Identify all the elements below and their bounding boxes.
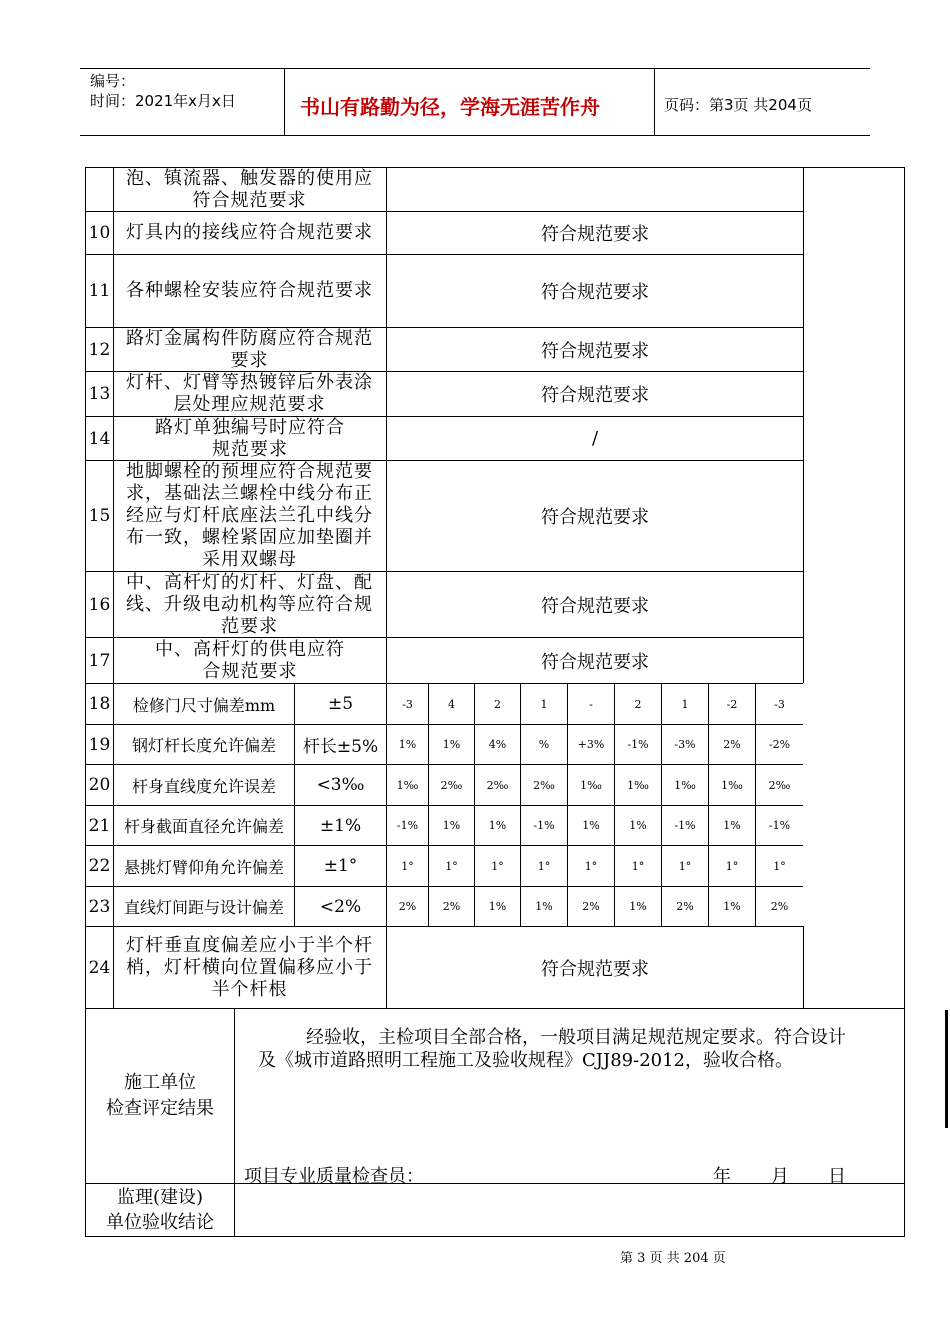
measured-value: 1°	[537, 859, 551, 873]
measured-value: -2%	[768, 738, 791, 751]
measured-value: -3	[774, 697, 785, 711]
check-item: 路灯金属构件防腐应符合规范要求	[126, 327, 373, 371]
measured-value: %	[538, 738, 550, 751]
measured-value: 1%	[488, 819, 507, 832]
row-number: 11	[88, 281, 111, 301]
row-number: 16	[88, 594, 111, 615]
row-number: 12	[88, 339, 111, 360]
check-item: 直线灯间距与设计偏差	[123, 898, 284, 917]
measured-value: 1%	[582, 819, 600, 832]
check-item: 各种螺栓安装应符合规范要求	[126, 280, 373, 301]
row-number: 14	[88, 428, 111, 449]
row-number: 23	[88, 896, 111, 917]
row-number: 17	[88, 650, 111, 671]
supervision-unit-label	[86, 1184, 234, 1236]
row-number: 24	[88, 957, 111, 978]
measured-value: -3%	[674, 738, 696, 751]
measured-value: 2	[634, 697, 642, 711]
check-result: 符合规范要求	[541, 958, 649, 980]
row-number: 22	[88, 856, 111, 876]
measured-value: 4%	[488, 738, 507, 751]
measured-value: -1%	[627, 738, 649, 751]
check-result: 符合规范要求	[541, 385, 649, 406]
document-time-label: 时间：2021年x月x日	[90, 92, 236, 110]
measured-value: 2%	[582, 900, 600, 913]
measured-value: 1°	[491, 859, 504, 873]
check-item: 灯杆垂直度偏差应小于半个杆梢，灯杆横向位置偏移应小于半个杆根	[126, 934, 373, 1000]
measured-value: 2%	[723, 738, 741, 751]
check-item: 检修门尺寸偏差mm	[132, 695, 276, 715]
check-item: 杆身直线度允许误差	[131, 776, 276, 796]
measured-value: 1%	[398, 738, 417, 751]
measured-value: 2%	[398, 900, 417, 913]
row-number	[86, 168, 113, 211]
check-result: 符合规范要求	[541, 507, 649, 528]
measured-value: -1%	[674, 819, 696, 832]
row-number: 19	[88, 734, 111, 755]
page-edge-mark	[945, 1010, 948, 1128]
measured-value: 1%	[723, 819, 741, 832]
table-border-bottom	[85, 1236, 905, 1237]
measured-value: 1‰	[721, 778, 743, 792]
allowable-deviation: 杆长±5%	[302, 737, 379, 757]
measured-value: 1°	[445, 859, 458, 873]
row-number: 21	[88, 815, 111, 836]
check-item: 悬挑灯臂仰角允许偏差	[123, 857, 284, 877]
allowable-deviation: ±5	[327, 694, 354, 714]
measured-value: 1‰	[674, 778, 696, 792]
check-item: 杆身截面直径允许偏差	[123, 817, 284, 836]
measured-value: 2%	[676, 900, 694, 913]
check-result: 符合规范要求	[541, 595, 649, 617]
quality-inspector-label: 项目专业质量检查员：	[244, 1166, 424, 1187]
check-result: 符合规范要求	[541, 340, 649, 362]
measured-value: 1%	[488, 900, 507, 913]
page-count-label: 页码：第3页 共204页	[664, 96, 812, 114]
table-border-right	[904, 167, 905, 1237]
check-result	[387, 168, 803, 211]
construction-unit-label	[86, 1009, 234, 1183]
date-month-label: 月	[771, 1166, 789, 1187]
measured-value: 4	[448, 697, 455, 711]
construction-label-line1: 施工单位	[124, 1072, 196, 1093]
construction-label-line2: 检查评定结果	[106, 1098, 214, 1119]
check-item: 地脚螺栓的预埋应符合规范要求，基础法兰螺栓中线分布正经应与灯杆底座法兰孔中线分布一致，螺栓紧固应加垫圈并采用双螺母	[126, 461, 373, 570]
date-day-label: 日	[828, 1166, 846, 1187]
measured-value: 2‰	[533, 778, 555, 792]
check-result: /	[591, 428, 599, 449]
check-result: 符合规范要求	[541, 224, 649, 245]
row-number: 13	[88, 384, 111, 404]
measured-value: 1°	[678, 859, 692, 873]
measured-value: 1%	[535, 900, 553, 913]
measured-value: +3%	[577, 738, 605, 751]
measured-value: 1%	[629, 900, 647, 913]
col-line-conclusion	[234, 1008, 235, 1237]
measured-value: 2%	[770, 900, 789, 913]
conclusion-line-2: 及《城市道路照明工程施工及验收规程》CJJ89-2012，验收合格。	[258, 1050, 793, 1071]
measured-value: 2	[494, 697, 501, 711]
measured-value: 1°	[631, 859, 645, 873]
measured-value: -3	[402, 697, 413, 711]
conclusion-line-1: 经验收，主检项目全部合格，一般项目满足规范规定要求。符合设计	[306, 1027, 846, 1048]
check-item: 路灯单独编号时应符合规范要求	[155, 416, 345, 460]
measured-value: 1	[540, 697, 548, 711]
measured-value: -1%	[396, 819, 419, 832]
measured-value: 2‰	[486, 778, 509, 792]
measured-value: 1%	[442, 738, 461, 751]
measured-value: 1%	[629, 819, 647, 832]
document-number-label: 编号：	[90, 72, 136, 90]
allowable-deviation: ±1°	[323, 856, 358, 876]
measured-value: -	[589, 697, 593, 711]
measured-value: 1°	[725, 859, 739, 873]
check-item: 灯杆、灯臂等热镀锌后外表涂层处理应规范要求	[126, 372, 373, 415]
check-result: 符合规范要求	[541, 282, 649, 303]
col-line-result-2	[803, 926, 804, 1008]
measured-value: 1‰	[627, 778, 649, 792]
measured-value: 2‰	[768, 778, 791, 792]
check-item: 中、高杆灯的供电应符合规范要求	[155, 638, 345, 682]
check-result: 符合规范要求	[541, 651, 649, 673]
supervision-label-line1: 监理(建设)	[116, 1187, 204, 1208]
measured-value: 1°	[401, 859, 414, 873]
row-number: 10	[88, 223, 111, 243]
measured-value: 1°	[773, 859, 786, 873]
allowable-deviation: <2%	[319, 896, 362, 917]
measured-value: 1%	[442, 819, 461, 832]
row-number: 18	[88, 694, 111, 714]
date-year-label: 年	[713, 1166, 731, 1187]
row-number: 15	[88, 506, 111, 526]
measured-value: 2‰	[440, 778, 463, 792]
measured-value: 1°	[584, 859, 598, 873]
measured-value: -2	[726, 697, 738, 711]
measured-value: 1‰	[396, 778, 419, 792]
check-item: 钢灯杆长度允许偏差	[131, 736, 276, 755]
measured-value: 1%	[723, 900, 741, 913]
col-line-result	[803, 167, 804, 683]
supervision-label-line2: 单位验收结论	[106, 1212, 214, 1233]
measured-value: 1‰	[580, 778, 602, 792]
page-footer: 第 3 页 共 204 页	[620, 1251, 726, 1266]
check-item: 灯具内的接线应符合规范要求	[126, 222, 373, 243]
measured-value: 1	[681, 697, 689, 711]
measured-value: -1%	[768, 819, 791, 832]
check-item: 中、高杆灯的灯杆、灯盘、配线、升级电动机构等应符合规范要求	[126, 571, 373, 637]
measured-value: 2%	[442, 900, 461, 913]
header-motto: 书山有路勤为径，学海无涯苦作舟	[300, 95, 600, 119]
row-number: 20	[88, 775, 111, 795]
allowable-deviation: ±1%	[319, 815, 362, 836]
allowable-deviation: <3‰	[316, 775, 365, 795]
check-item: 泡、镇流器、触发器的使用应符合规范要求	[126, 167, 373, 211]
measured-value: -1%	[533, 819, 555, 832]
